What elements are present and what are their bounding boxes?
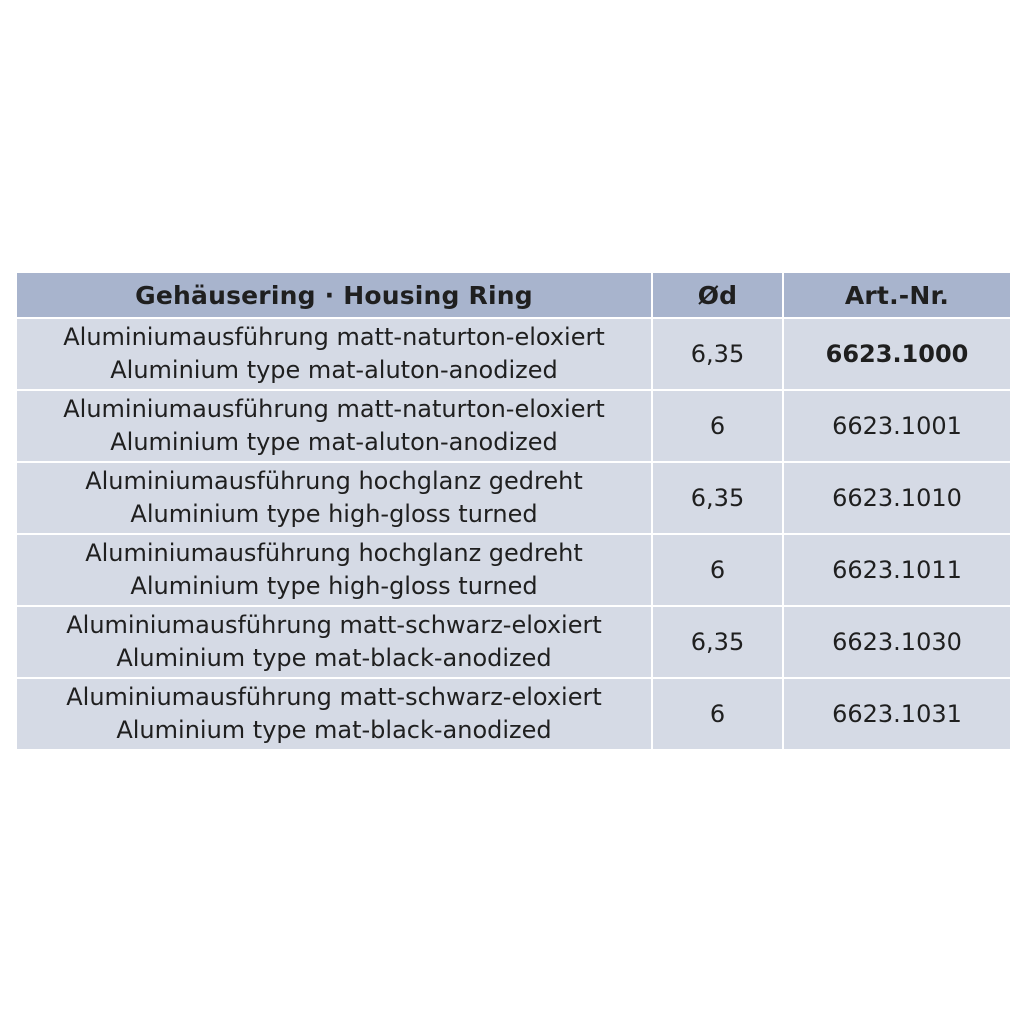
article-number-cell: 6623.1011 [783,534,1011,606]
diameter-cell: 6 [652,678,783,750]
description-german: Aluminiumausführung matt-naturton-eloxiert [63,395,605,423]
table-row [16,606,1011,678]
description-cell [16,462,652,534]
table-row [16,534,1011,606]
table-row [16,678,1011,750]
description-english: Aluminium type mat-aluton-anodized [110,356,558,384]
article-number-cell: 6623.1031 [783,678,1011,750]
description-cell [16,678,652,750]
diameter-cell: 6 [652,390,783,462]
header-description: Gehäusering · Housing Ring [16,272,652,318]
table-row [16,462,1011,534]
description-german: Aluminiumausführung matt-naturton-eloxiert [63,323,605,351]
housing-ring-table [15,271,1012,751]
description-german: Aluminiumausführung hochglanz gedreht [85,539,583,567]
description-english: Aluminium type high-gloss turned [130,500,538,528]
description-english: Aluminium type mat-black-anodized [116,716,552,744]
description-german: Aluminiumausführung hochglanz gedreht [85,467,583,495]
header-article-number: Art.-Nr. [783,272,1011,318]
diameter-cell: 6,35 [652,318,783,390]
description-german: Aluminiumausführung matt-schwarz-eloxiert [66,683,602,711]
article-number-cell: 6623.1001 [783,390,1011,462]
description-english: Aluminium type mat-aluton-anodized [110,428,558,456]
description-cell [16,534,652,606]
description-english: Aluminium type high-gloss turned [130,572,538,600]
table-row [16,318,1011,390]
diameter-cell: 6 [652,534,783,606]
description-cell [16,606,652,678]
article-number-cell: 6623.1010 [783,462,1011,534]
table-row [16,390,1011,462]
description-german: Aluminiumausführung matt-schwarz-eloxiert [66,611,602,639]
description-cell [16,318,652,390]
header-diameter: Ød [652,272,783,318]
article-number-cell: 6623.1030 [783,606,1011,678]
description-english: Aluminium type mat-black-anodized [116,644,552,672]
table-header-row [16,272,1011,318]
article-number-cell: 6623.1000 [783,318,1011,390]
diameter-cell: 6,35 [652,462,783,534]
description-cell [16,390,652,462]
diameter-cell: 6,35 [652,606,783,678]
